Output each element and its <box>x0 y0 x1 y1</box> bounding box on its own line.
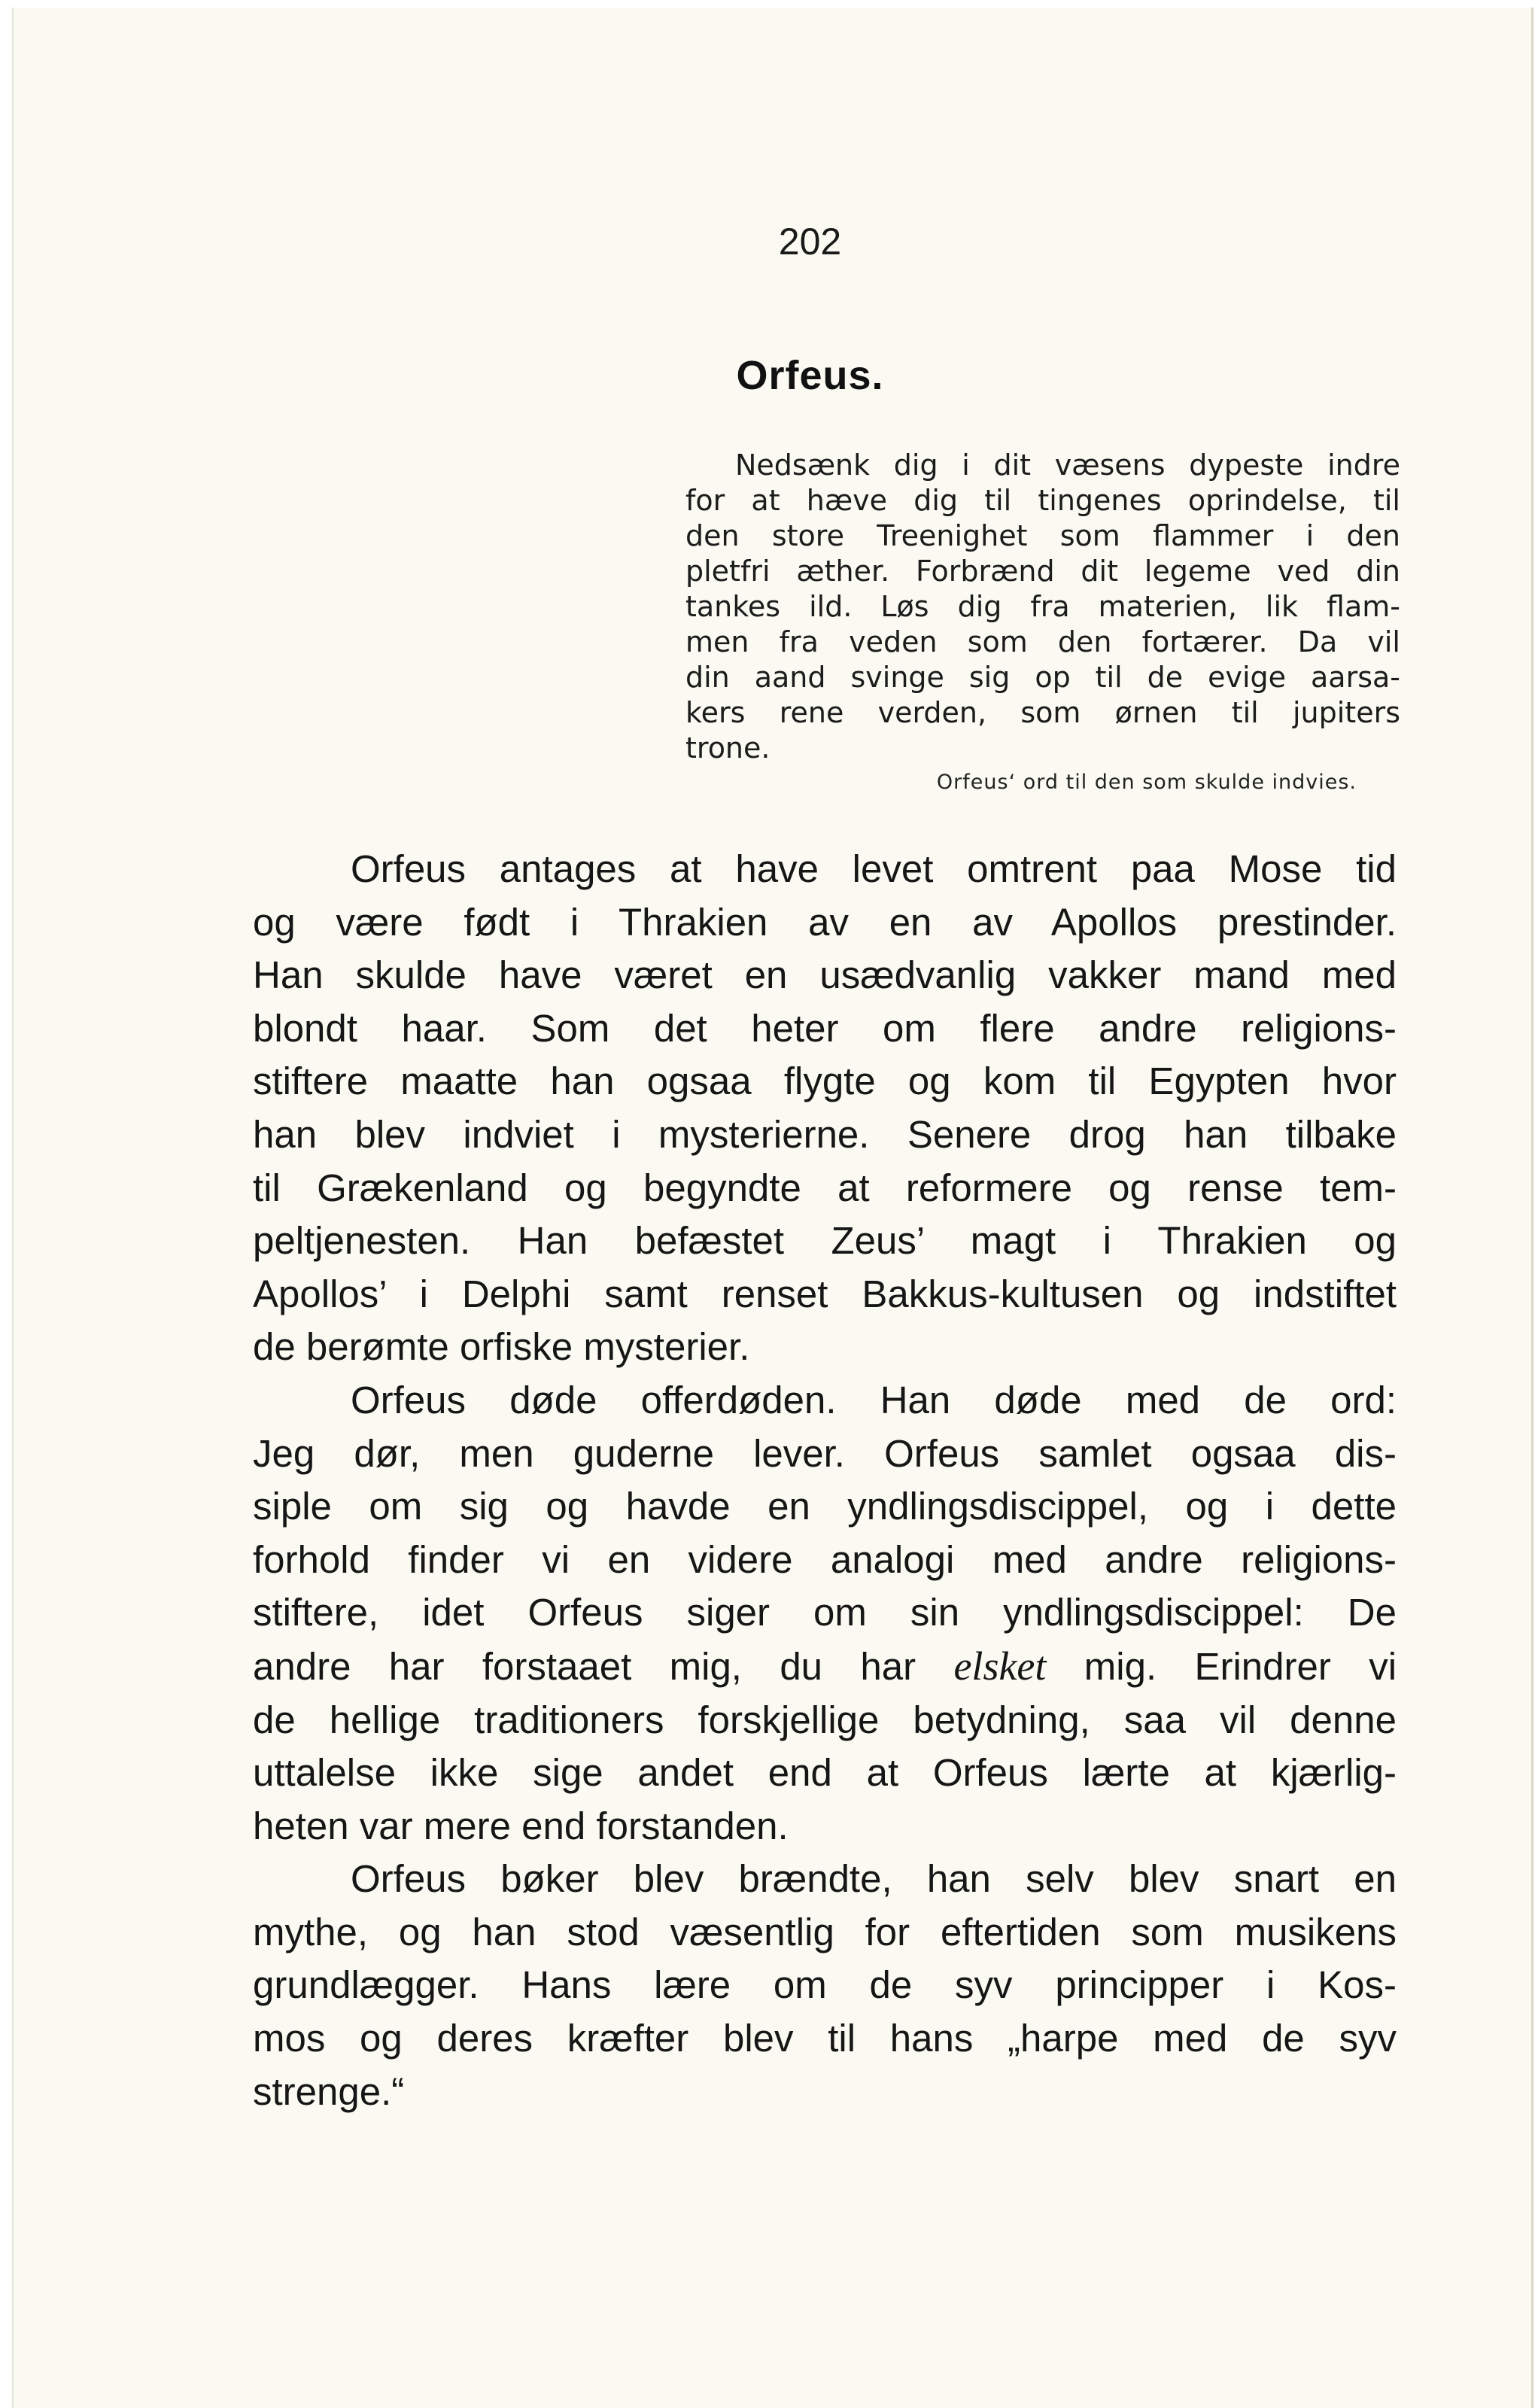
epigraph-line: Nedsænk dig i dit væsens dypeste indre <box>735 448 1400 482</box>
body-line: siple om sig og havde en yndlingsdiscippel, og i dette <box>253 1485 1397 1528</box>
body-line: blondt haar. Som det heter om flere andre religions- <box>253 1006 1397 1050</box>
epigraph-line: trone. <box>685 731 771 765</box>
epigraph-source: Orfeus‘ ord til den som skulde indvies. <box>936 771 1357 794</box>
document-page <box>12 8 1533 2408</box>
page-number: 202 <box>778 220 842 263</box>
body-line: han blev indviet i mysterierne. Senere drog han tilbake <box>253 1112 1397 1156</box>
epigraph-line: for at hæve dig til tingenes oprindelse, til <box>685 484 1400 517</box>
body-line: heten var mere end forstanden. <box>253 1804 789 1847</box>
epigraph-line: pletfri æther. Forbrænd dit legeme ved din <box>685 555 1400 588</box>
emphasis-word: elsket <box>953 1643 1047 1689</box>
body-line: stiftere maatte han ogsaa flygte og kom til Egypten hvor <box>253 1060 1397 1103</box>
epigraph-line: kers rene verden, som ørnen til jupiters <box>685 696 1400 729</box>
body-line: mythe, og han stod væsentlig for eftertiden som musikens <box>253 1910 1397 1953</box>
body-line: de berømte orfiske mysterier. <box>253 1325 750 1369</box>
body-line: og være født i Thrakien av en av Apollos prestinder. <box>253 900 1397 944</box>
body-line: Apollos’ i Delphi samt renset Bakkus-kultusen og indstiftet <box>253 1272 1397 1315</box>
body-line-part: andre har forstaaet mig, du har <box>253 1644 916 1688</box>
body-line: peltjenesten. Han befæstet Zeus’ magt i Thrakien og <box>253 1219 1397 1263</box>
body-line: Jeg dør, men guderne lever. Orfeus samlet ogsaa dis- <box>253 1431 1397 1475</box>
body-line: mos og deres kræfter blev til hans „harpe med de syv <box>253 2017 1397 2060</box>
epigraph-line: den store Treenighet som flammer i den <box>685 519 1400 552</box>
body-line: uttalelse ikke sige andet end at Orfeus lærte at kjærlig- <box>253 1751 1397 1795</box>
chapter-title: Orfeus. <box>736 353 884 398</box>
epigraph-line: din aand svinge sig op til de evige aarsa- <box>685 661 1400 694</box>
body-line-part: mig. Erindrer vi <box>1084 1644 1397 1688</box>
body-line <box>253 1640 1397 1694</box>
body-line: forhold finder vi en videre analogi med andre religions- <box>253 1537 1397 1581</box>
body-line: strenge.“ <box>253 2069 405 2113</box>
body-line: Orfeus bøker blev brændte, han selv blev snart en <box>351 1857 1397 1901</box>
epigraph-line: tankes ild. Løs dig fra materien, lik flam- <box>685 590 1400 623</box>
body-text <box>253 843 1397 2118</box>
body-line: stiftere, idet Orfeus siger om sin yndlingsdiscippel: De <box>253 1591 1397 1634</box>
body-line: til Grækenland og begyndte at reformere og rense tem- <box>253 1166 1397 1209</box>
body-line: Orfeus antages at have levet omtrent paa Mose tid <box>351 847 1397 890</box>
body-line: Han skulde have været en usædvanlig vakker mand med <box>253 953 1397 997</box>
body-line: de hellige traditioners forskjellige betydning, saa vil denne <box>253 1698 1397 1741</box>
body-line: Orfeus døde offerdøden. Han døde med de ord: <box>351 1378 1397 1421</box>
epigraph <box>685 448 1400 766</box>
epigraph-line: men fra veden som den fortærer. Da vil <box>685 625 1400 658</box>
body-line: grundlægger. Hans lære om de syv principper i Kos- <box>253 1963 1397 2007</box>
